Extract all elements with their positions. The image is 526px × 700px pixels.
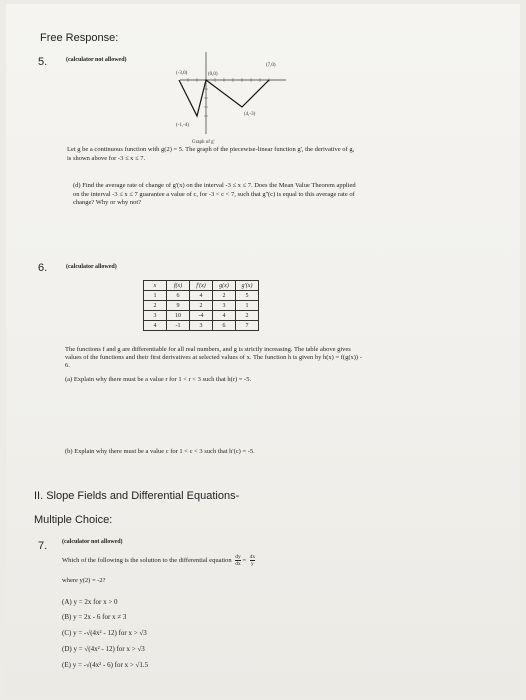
choice-c[interactable]: (C) y = -√(4x² - 12) for x > √3 (62, 629, 147, 637)
choice-b[interactable]: (B) y = 2x - 6 for x ≠ 3 (62, 613, 127, 621)
choice-a[interactable]: (A) y = 2x for x > 0 (62, 598, 118, 606)
question-7-calculator-note: (calculator not allowed) (62, 539, 123, 545)
point-label-7-0: (7,0) (266, 63, 276, 68)
table-row (144, 291, 259, 301)
question-7-text (62, 554, 255, 567)
question-6-part-b: (b) Explain why there must be a value c for 1 < c < 3 such that h'(c) = -5. (65, 448, 255, 455)
section-heading-slope-fields: II. Slope Fields and Differential Equations- (34, 490, 240, 502)
table-cell: 1 (144, 291, 167, 301)
table-cell: 1 (236, 301, 259, 311)
table-cell: 9 (167, 301, 190, 311)
g-prime-line (179, 80, 269, 116)
point-label-4-neg3: (4,-3) (244, 112, 256, 117)
function-values-table (143, 280, 259, 331)
question-5-calculator-note: (calculator not allowed) (66, 57, 127, 63)
multiple-choice-heading: Multiple Choice: (34, 514, 113, 526)
choice-d[interactable]: (D) y = √(4x² - 12) for x > √3 (62, 645, 145, 653)
table-cell: 5 (236, 291, 259, 301)
table-header: f'(x) (190, 281, 213, 291)
table-header-row (144, 281, 259, 291)
table-cell: 2 (190, 301, 213, 311)
point-label-neg1-neg4: (-1,-4) (176, 123, 189, 128)
initial-condition: where y(2) = -2? (62, 577, 106, 584)
table-cell: 2 (213, 291, 236, 301)
derivative-graph (170, 50, 290, 145)
table-cell: 3 (213, 301, 236, 311)
table-header: g'(x) (236, 281, 259, 291)
question-7-number: 7. (38, 540, 48, 552)
table-cell: -1 (167, 321, 190, 331)
derivative-fraction: $\frac{dy}{dx}$ (235, 554, 241, 567)
free-response-heading: Free Response: (40, 32, 119, 44)
table-cell: 7 (236, 321, 259, 331)
table-row (144, 311, 259, 321)
question-6-calculator-note: (calculator allowed) (66, 264, 117, 270)
table-cell: 6 (167, 291, 190, 301)
table-header: g(x) (213, 281, 236, 291)
table-cell: 6 (213, 321, 236, 331)
rhs-fraction: $\frac{4x}{y}$ (249, 554, 256, 567)
table-cell: 4 (144, 321, 167, 331)
table-header: x (144, 281, 167, 291)
point-label-neg3-0: (-3,0) (176, 71, 188, 76)
table-cell: 10 (167, 311, 190, 321)
table-cell: 3 (144, 311, 167, 321)
table-cell: 4 (213, 311, 236, 321)
question-6-number: 6. (38, 262, 48, 274)
table-row (144, 321, 259, 331)
table-cell: 3 (190, 321, 213, 331)
choice-e[interactable]: (E) y = -√(4x² - 6) for x > √1.5 (62, 661, 149, 669)
question-6-text: The functions f and g are differentiable for all real numbers, and g is strictly increasing. The table above gives values of the functions and their first derivatives at selected values of x. The function h is given by h(x) = f(g(x)) - 6. (65, 346, 362, 369)
table-cell: -4 (190, 311, 213, 321)
graph-caption: Graph of g' (192, 140, 215, 145)
table-header: f(x) (167, 281, 190, 291)
point-label-0-0: (0,0) (208, 72, 218, 77)
table-cell: 2 (236, 311, 259, 321)
question-6-part-a: (a) Explain why there must be a value r for 1 < r < 3 such that h(r) = -5. (65, 376, 252, 383)
question-5-part-d: (d) Find the average rate of change of g'(x) on the interval -3 ≤ x ≤ 7. Does the Mean Value Theorem applied on the interval -3 ≤ x ≤ 7 guarantee a value of c, for -3 < c < 7, such that g''(c) is equal to this average rate of change? Why or why not? (73, 182, 356, 206)
table-cell: 4 (190, 291, 213, 301)
question-5-number: 5. (38, 56, 48, 68)
question-7-prompt: Which of the following is the solution to the differential equation (62, 556, 232, 564)
table-row (144, 301, 259, 311)
question-5-text: Let g be a continuous function with g(2) = 5. The graph of the piecewise-linear function g', the derivative of g, is shown above for -3 ≤ x ≤ 7. (67, 146, 355, 162)
table-cell: 2 (144, 301, 167, 311)
equals-sign: = (242, 556, 246, 564)
